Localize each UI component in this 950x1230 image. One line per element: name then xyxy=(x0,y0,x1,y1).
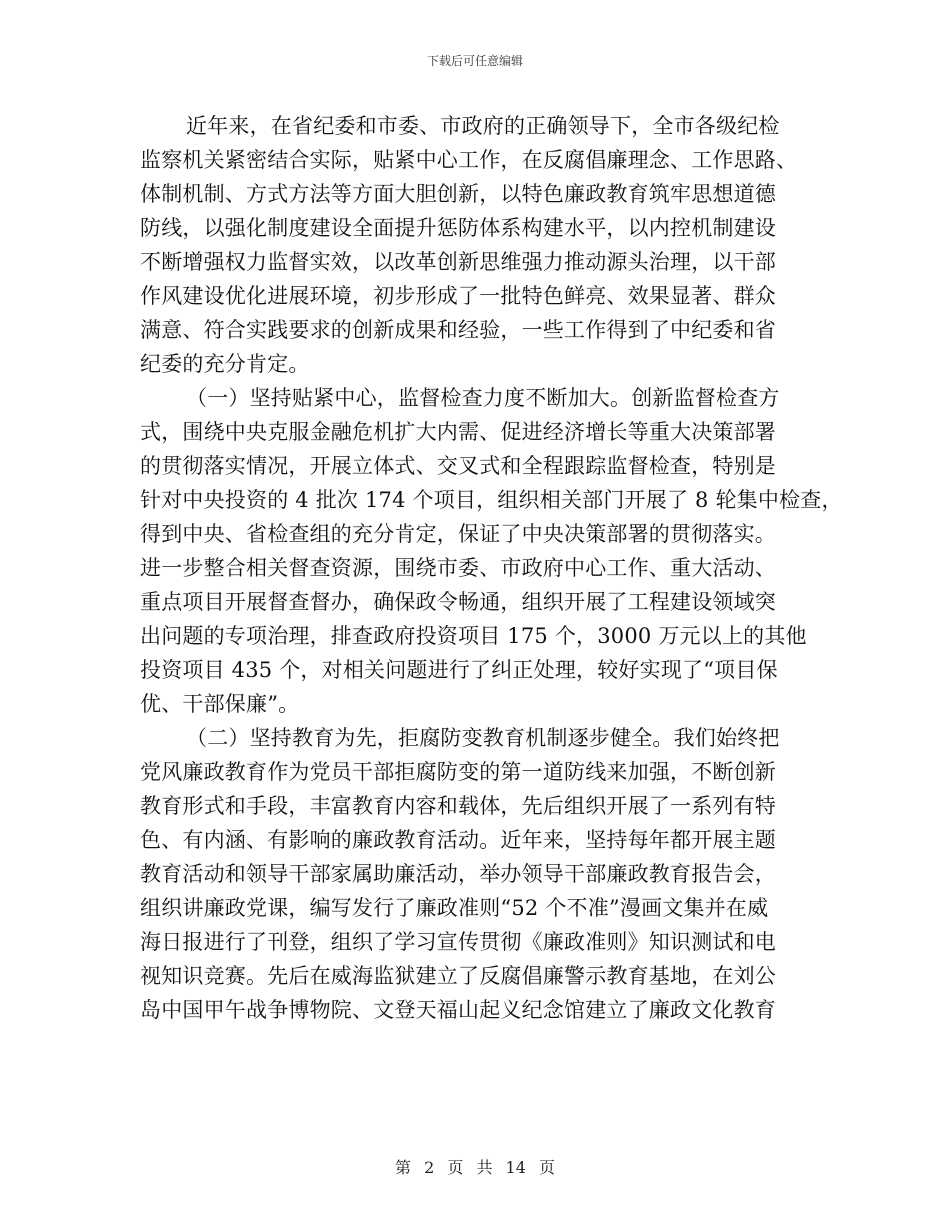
text-line: 的贯彻落实情况，开展立体式、交叉式和全程跟踪监督检查，特别是 xyxy=(140,454,776,478)
text-line: 海日报进行了刊登，组织了学习宣传贯彻《廉政准则》知识测试和电 xyxy=(140,930,776,954)
text-line: 得到中央、省检查组的充分肯定，保证了中央决策部署的贯彻落实。 xyxy=(140,522,776,546)
text-line: （一）坚持贴紧中心，监督检查力度不断加大。创新监督检查方 xyxy=(186,386,780,410)
text-line: （二）坚持教育为先，拒腐防变教育机制逐步健全。我们始终把 xyxy=(186,726,780,750)
text-line: 组织讲廉政党课，编写发行了廉政准则“52 个不准”漫画文集并在威 xyxy=(140,896,769,920)
text-line: 优、干部保廉”。 xyxy=(140,692,300,716)
document-body xyxy=(140,109,843,1027)
page-header: 下载后可任意编辑 xyxy=(426,54,523,68)
text-line: 式，围绕中央克服金融危机扩大内需、促进经济增长等重大决策部署 xyxy=(140,420,776,444)
text-line: 视知识竞赛。先后在威海监狱建立了反腐倡廉警示教育基地，在刘公 xyxy=(140,964,776,988)
text-line: 纪委的充分肯定。 xyxy=(140,352,310,376)
text-line: 投资项目 435 个，对相关问题进行了纠正处理，较好实现了“项目保 xyxy=(140,658,778,682)
text-line: 教育形式和手段，丰富教育内容和载体，先后组织开展了一系列有特 xyxy=(140,794,776,818)
text-line: 不断增强权力监督实效，以改革创新思维强力推动源头治理，以干部 xyxy=(140,250,776,274)
page-footer: 第 2 页 共 14 页 xyxy=(395,1158,555,1177)
text-line: 岛中国甲午战争博物院、文登天福山起义纪念馆建立了廉政文化教育 xyxy=(140,998,776,1022)
text-line: 近年来，在省纪委和市委、市政府的正确领导下，全市各级纪检 xyxy=(186,114,780,138)
text-line: 作风建设优化进展环境，初步形成了一批特色鲜亮、效果显著、群众 xyxy=(140,284,776,308)
text-line: 防线，以强化制度建设全面提升惩防体系构建水平，以内控机制建设 xyxy=(140,216,776,240)
text-line: 出问题的专项治理，排查政府投资项目 175 个，3000 万元以上的其他 xyxy=(140,624,807,648)
text-line: 重点项目开展督查督办，确保政令畅通，组织开展了工程建设领域突 xyxy=(140,590,776,614)
text-line: 监察机关紧密结合实际，贴紧中心工作，在反腐倡廉理念、工作思路、 xyxy=(140,148,798,172)
text-line: 满意、符合实践要求的创新成果和经验，一些工作得到了中纪委和省 xyxy=(140,318,776,342)
text-line: 色、有内涵、有影响的廉政教育活动。近年来，坚持每年都开展主题 xyxy=(140,828,776,852)
text-line: 进一步整合相关督查资源，围绕市委、市政府中心工作、重大活动、 xyxy=(140,556,776,580)
text-line: 针对中央投资的 4 批次 174 个项目，组织相关部门开展了 8 轮集中检查， xyxy=(140,488,843,512)
text-line: 教育活动和领导干部家属助廉活动，举办领导干部廉政教育报告会， xyxy=(140,862,776,886)
text-line: 体制机制、方式方法等方面大胆创新，以特色廉政教育筑牢思想道德 xyxy=(140,182,776,206)
text-line: 党风廉政教育作为党员干部拒腐防变的第一道防线来加强，不断创新 xyxy=(140,760,776,784)
